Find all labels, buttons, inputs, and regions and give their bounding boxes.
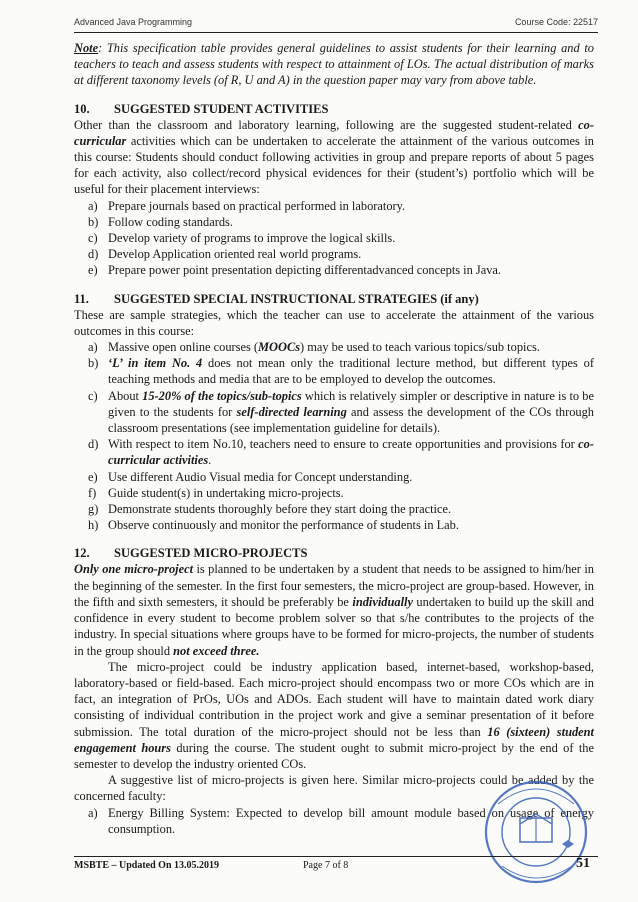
section-11-heading: [74, 291, 594, 307]
list-text: Energy Billing System: Expected to develop bill amount module based on usage of energy consumption.: [108, 805, 594, 836]
page-content: [74, 40, 594, 837]
list-item: [74, 214, 594, 230]
emphasis: Only one micro-project: [74, 562, 194, 577]
list-item: [74, 355, 594, 387]
header-course-code: Course Code: 22517: [514, 17, 598, 27]
page-footer: [74, 856, 598, 874]
header-course-title: Advanced Java Programming: [74, 17, 193, 27]
footer-page-number: Page 7 of 8: [303, 860, 349, 871]
list-text: Massive open online courses (: [108, 340, 259, 355]
emphasis: not exceed three.: [173, 643, 260, 658]
emphasis: 16 (sixteen) student engagement hours: [74, 724, 594, 755]
note-text: : This specification table provides general guidelines to assist students for their learning and to teachers to teach and assess students with respect to attainment of LOs. The actual distribution of marks at different taxonomy levels (of R, U and A) in the question paper may vary from above table.: [74, 41, 594, 88]
list-text: and assess the development of the COs through classroom presentations (see implementation guideline for details).: [108, 404, 595, 436]
list-text: Prepare journals based on practical performed in laboratory.: [108, 198, 406, 213]
list-marker: d): [88, 437, 99, 452]
text: during the course. The student ought to submit micro-project by the end of the semester to develop the industry oriented COs.: [74, 740, 594, 771]
section-10-heading: [74, 101, 594, 117]
text: undertaken to build up the skill and confidence in every student to become problem solver so that s/he contributes to the projects of the industry. In special situations where groups have to be formed for micro-projects, the number of students in the group should: [74, 594, 594, 658]
list-text: Guide student(s) in undertaking micro-projects.: [108, 485, 344, 500]
list-text: Develop variety of programs to improve the logical skills.: [108, 231, 396, 246]
list-item: [74, 388, 594, 437]
section-10-intro-c: activities which can be undertaken to accelerate the attainment of the various outcomes in this course: Students should conduct following activities in group and prepare reports of about 5 pages for each activity, also collect/record physical evidences for their (student’s) portfolio which will be useful for their placement interviews:: [74, 133, 594, 197]
list-text: Use different Audio Visual media for Concept understanding.: [108, 469, 413, 484]
list-item: [74, 198, 594, 214]
list-marker: d): [88, 247, 99, 262]
list-emphasis: 15-20% of the topics/sub-topics: [142, 388, 302, 403]
section-10-number: 10.: [74, 101, 90, 116]
list-emphasis: co-curricular activities: [108, 437, 594, 468]
section-10-list: [74, 198, 594, 279]
list-text: which is relatively simpler or descriptive in nature is to be given to the students for: [108, 388, 594, 419]
list-marker: a): [88, 805, 98, 820]
list-marker: h): [88, 518, 99, 533]
section-11-intro: These are sample strategies, which the teacher can use to accelerate the attainment of the various outcomes in this course:: [74, 307, 594, 338]
section-11-title: SUGGESTED SPECIAL INSTRUCTIONAL STRATEGIES (if any): [114, 291, 479, 306]
list-item: [74, 262, 594, 278]
list-text: Observe continuously and monitor the performance of students in Lab.: [108, 518, 459, 533]
list-item: [74, 485, 594, 501]
section-11-list: [74, 339, 594, 533]
list-marker: f): [88, 485, 97, 500]
section-12-title: SUGGESTED MICRO-PROJECTS: [114, 546, 308, 561]
section-10-title: SUGGESTED STUDENT ACTIVITIES: [114, 101, 329, 116]
list-text: Follow coding standards.: [108, 214, 233, 229]
list-text: Develop Application oriented real world programs.: [108, 247, 362, 262]
section-10-intro-a: Other than the classroom and laboratory learning, following are the suggested student-related: [74, 117, 579, 132]
list-emphasis: ‘L’ in item No. 4: [108, 356, 203, 371]
list-emphasis: MOOCs: [258, 340, 301, 355]
list-marker: b): [88, 356, 99, 371]
list-marker: e): [88, 263, 98, 278]
text: is planned to be undertaken by a student that needs to be assigned to him/her in the beginning of the semester. In the first four semesters, the micro-project are group-based. However, in the fifth and sixth semesters, it should be preferably be: [74, 562, 594, 609]
list-item: [74, 339, 594, 355]
list-item: [74, 230, 594, 246]
section-12-paragraph-1: [74, 561, 594, 658]
text: The micro-project could be industry application based, internet-based, workshop-based, laboratory-based or field-based. Each micro-project should encompass two or more COs which are in fact, an integration of PrOs, UOs and ADOs. Each student will have to maintain dated work diary consisting of individual contribution in the project work and give a seminar presentation of it before submission. The total duration of the micro-project should not be less than: [74, 659, 594, 739]
section-12-number: 12.: [74, 546, 90, 561]
list-marker: a): [88, 340, 98, 355]
list-text: .: [208, 453, 212, 468]
list-marker: c): [88, 388, 98, 403]
emphasis: individually: [352, 594, 413, 609]
section-12-paragraph-3: A suggestive list of micro-projects is given here. Similar micro-projects could be added by the concerned faculty:: [74, 773, 594, 804]
note-paragraph: [74, 40, 594, 89]
note-label: Note: [74, 41, 99, 55]
list-marker: e): [88, 469, 98, 484]
header-divider: [74, 32, 598, 33]
section-12-heading: [74, 545, 594, 561]
institution-seal-stamp: [474, 774, 594, 894]
list-marker: g): [88, 502, 99, 517]
list-item: [74, 469, 594, 485]
list-item: [74, 501, 594, 517]
list-text: ) may be used to teach various topics/sub topics.: [300, 340, 540, 355]
list-emphasis: self-directed learning: [236, 404, 347, 419]
list-text: With respect to item No.10, teachers need to ensure to create opportunities and provisions for: [108, 437, 579, 452]
section-11-number: 11.: [74, 291, 89, 306]
list-marker: a): [88, 198, 98, 213]
footer-divider: [74, 856, 598, 857]
list-text: Prepare power point presentation depicting differentadvanced concepts in Java.: [108, 263, 502, 278]
section-10-intro: [74, 117, 594, 198]
list-marker: c): [88, 231, 98, 246]
list-item: [74, 436, 594, 468]
list-text: About: [108, 388, 143, 403]
list-item: [74, 246, 594, 262]
footer-handwritten-number: 51: [576, 856, 590, 871]
list-text: Demonstrate students thoroughly before they start doing the practice.: [108, 502, 452, 517]
section-12-paragraph-2: [74, 659, 594, 772]
footer-updated: MSBTE – Updated On 13.05.2019: [74, 860, 220, 871]
list-text: does not mean only the traditional lecture method, but different types of teaching methods and media that are to be employed to develop the outcomes.: [108, 356, 594, 387]
section-10-intro-b: co-curricular: [74, 117, 594, 148]
page-header: [74, 17, 598, 31]
list-item: [74, 517, 594, 533]
list-marker: b): [88, 214, 99, 229]
